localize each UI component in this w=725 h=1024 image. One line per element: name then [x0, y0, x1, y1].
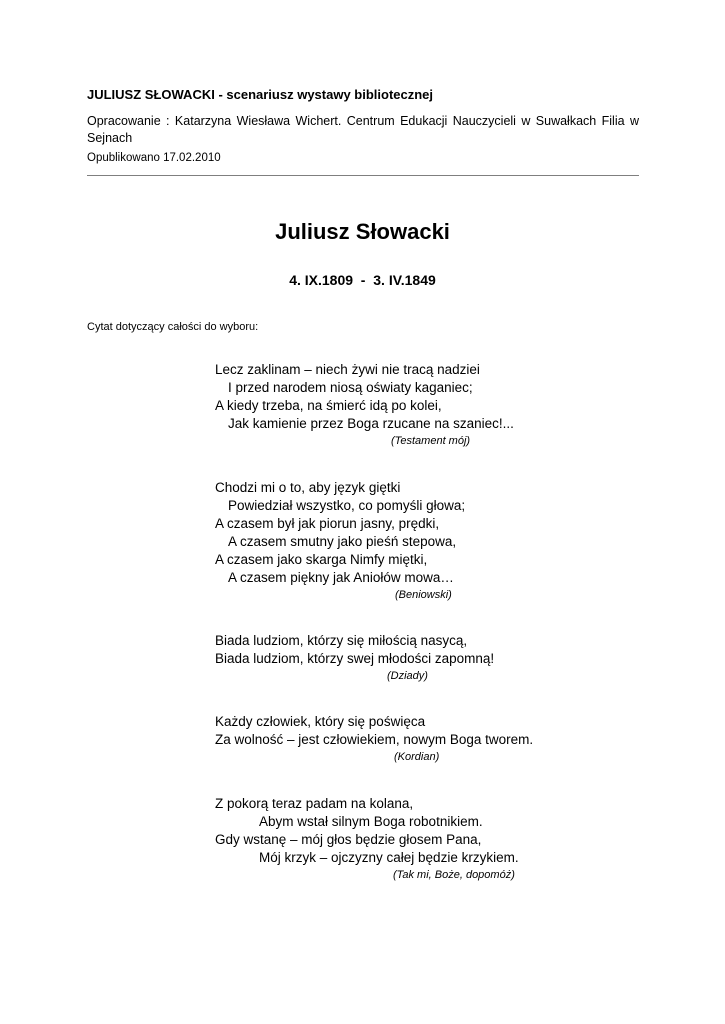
- quote-intro: Cytat dotyczący całości do wyboru:: [87, 321, 259, 333]
- quote-source: (Testament mój): [391, 435, 471, 447]
- quote-line: Gdy wstanę – mój głos będzie głosem Pana,: [215, 832, 482, 847]
- quote-line: Chodzi mi o to, aby język giętki: [215, 480, 401, 495]
- quote-line: Abym wstał silnym Boga robotnikiem.: [259, 814, 483, 829]
- quote-line: A czasem piękny jak Aniołów mowa…: [228, 570, 454, 585]
- quote-line: Powiedział wszystko, co pomyśli głowa;: [228, 498, 466, 513]
- quote-line: I przed narodem niosą oświaty kaganiec;: [228, 380, 473, 395]
- quote-beniowski: [215, 479, 635, 603]
- quote-line: Lecz zaklinam – niech żywi nie tracą nadziei: [215, 362, 480, 377]
- quote-source: (Tak mi, Boże, dopomóż): [393, 869, 515, 881]
- quote-tak-mi-boze: [215, 795, 635, 883]
- quote-line: A czasem jako skarga Nimfy miętki,: [215, 552, 428, 567]
- quote-kordian: [215, 713, 635, 765]
- quote-testament: [215, 361, 635, 449]
- quote-line: A czasem smutny jako pieśń stepowa,: [228, 534, 457, 549]
- prepared-by-text: Opracowanie : Katarzyna Wiesława Wichert. Centrum Edukacji Nauczycieli w Suwałkach Filia w Sejnach: [87, 114, 639, 145]
- quote-source: (Dziady): [387, 670, 428, 682]
- quote-line: Każdy człowiek, który się poświęca: [215, 714, 426, 729]
- quote-source: (Beniowski): [395, 589, 452, 601]
- quote-line: Jak kamienie przez Boga rzucane na szaniec!...: [228, 416, 514, 431]
- quote-line: A czasem był jak piorun jasny, prędki,: [215, 516, 440, 531]
- life-dates: 4. IX.1809 - 3. IV.1849: [289, 272, 436, 288]
- page-title: Juliusz Słowacki: [275, 219, 450, 244]
- quote-line: Biada ludziom, którzy się miłością nasycą,: [215, 633, 468, 648]
- quote-dziady: [215, 632, 635, 684]
- quote-line: Biada ludziom, którzy swej młodości zapomną!: [215, 651, 495, 666]
- quote-line: Za wolność – jest człowiekiem, nowym Boga tworem.: [215, 732, 534, 747]
- document-header-title: JULIUSZ SŁOWACKI - scenariusz wystawy bibliotecznej: [87, 87, 434, 102]
- quote-source: (Kordian): [394, 751, 440, 763]
- published-date: Opublikowano 17.02.2010: [87, 152, 221, 164]
- header-divider: [87, 175, 639, 176]
- quote-line: Z pokorą teraz padam na kolana,: [215, 796, 414, 811]
- quote-line: A kiedy trzeba, na śmierć idą po kolei,: [215, 398, 442, 413]
- quote-line: Mój krzyk – ojczyzny całej będzie krzykiem.: [259, 850, 519, 865]
